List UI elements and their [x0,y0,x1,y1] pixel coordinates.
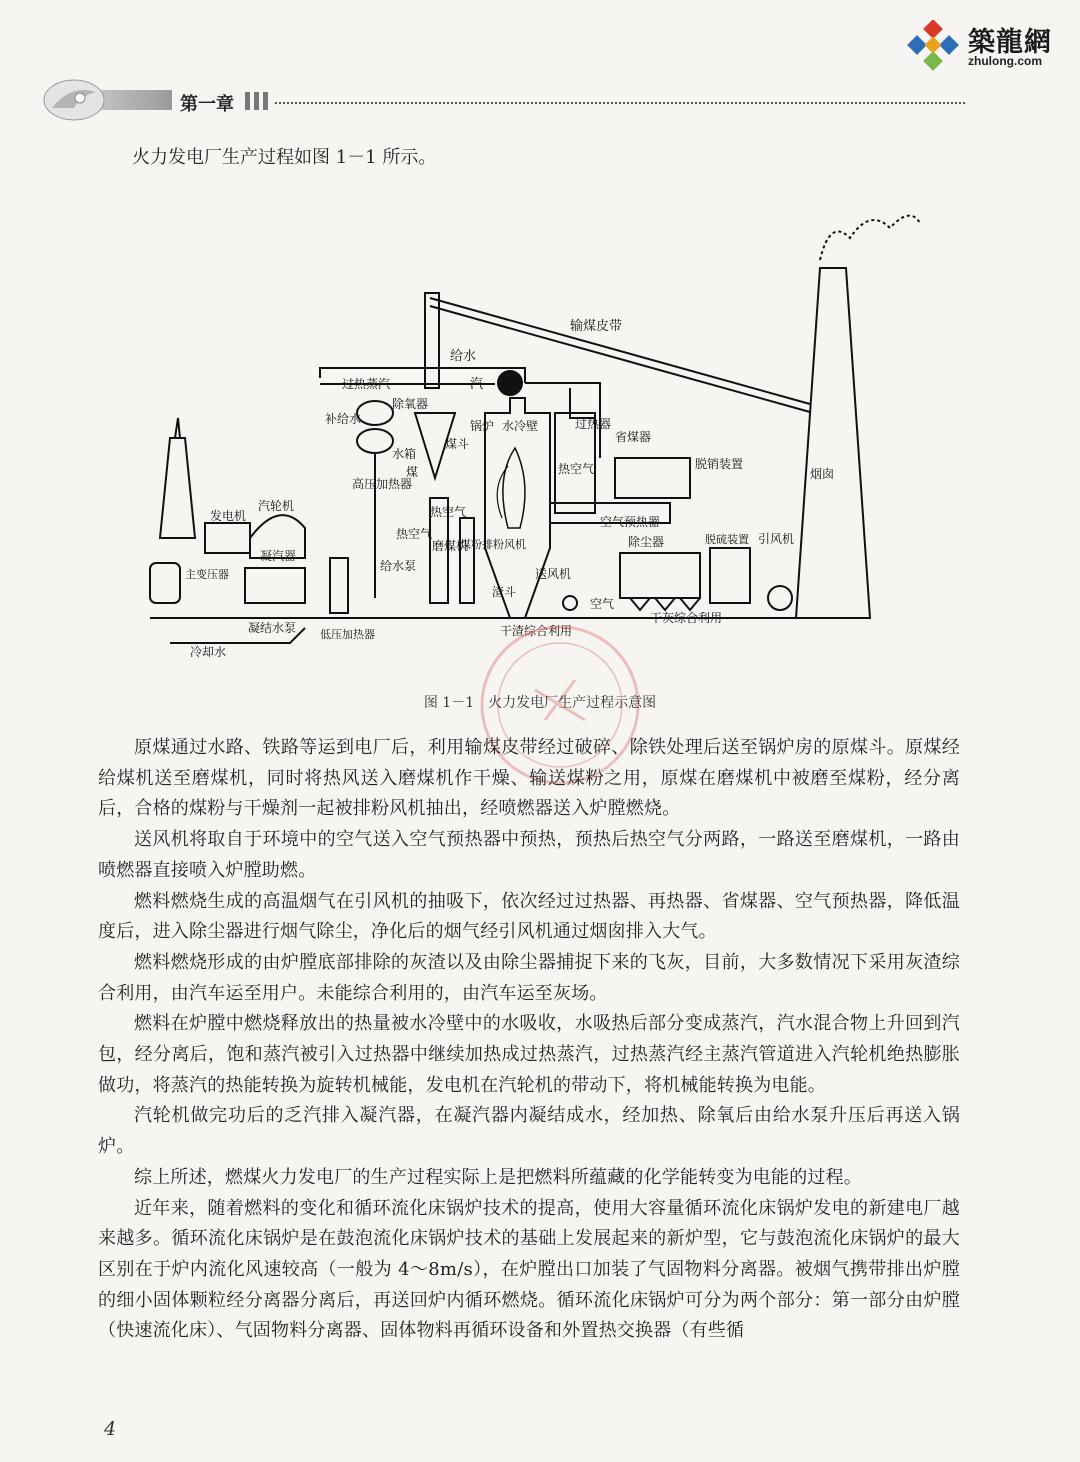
label-boiler: 锅炉 [470,419,495,433]
label-generator: 发电机 [210,509,247,523]
label-steam: 汽 [470,377,484,392]
label-desulf: 脱硫装置 [705,533,749,546]
label-main-transformer: 主变压器 [185,568,229,581]
logo-diamond-icon [906,20,962,76]
chimney-shape [796,268,870,618]
exhauster-shape [460,518,474,603]
conveyor-belt-line [430,298,810,404]
logo-english: zhulong.com [968,54,1042,68]
paragraph: 原煤通过水路、铁路等运到电厂后，利用输煤皮带经过破碎、除铁处理后送至锅炉房的原煤斗。原煤经给煤机送至磨煤机，同时将热风送入磨煤机作干燥、输送煤粉之用，原煤在磨煤机中被磨至煤粉，经分离后，合格的煤粉与干燥剂一起被排粉风机抽出，经喷燃器送入炉膛燃烧。 [98,737,960,820]
denox-unit-shape [615,458,690,498]
label-chimney: 烟囱 [810,467,835,481]
chapter-header [40,78,965,122]
body-text [98,733,960,1347]
transformer-shape [150,563,180,603]
label-feedwater: 给水 [450,349,477,364]
label-condenser: 凝汽器 [260,549,297,563]
page-number: 4 [104,1418,117,1440]
label-lp-heater: 低压加热器 [320,628,375,641]
label-mill: 磨煤机 [432,539,469,553]
intro-sentence: 火力发电厂生产过程如图 1－1 所示。 [132,147,437,168]
label-coal-hopper: 煤斗 [445,437,470,451]
label-makeup-water: 补给水 [325,412,362,426]
label-belt: 输煤皮带 [570,319,623,334]
label-id-fan: 引风机 [758,532,795,546]
paragraph: 燃料燃烧生成的高温烟气在引风机的抽吸下，依次经过过热器、再热器、省煤器、空气预热器，降低温度后，进入除尘器进行烟气除尘，净化后的烟气经引风机通过烟囱排入大气。 [98,890,960,943]
water-tank-shape [357,429,393,453]
label-slag-hopper: 渣斗 [492,585,517,599]
paragraph: 送风机将取自于环境中的空气送入空气预热器中预热，预热后热空气分两路，一路送至磨煤机，一路由喷燃器直接喷入炉膛助燃。 [98,829,960,881]
label-hot-air-3: 热空气 [558,462,595,476]
logo-chinese: 築龍網 [968,27,1052,58]
esp-shape [620,553,700,598]
label-superheater: 过热器 [575,417,612,431]
lp-heater-shape [330,558,348,613]
label-coal: 煤 [406,465,419,479]
label-hp-heater: 高压加热器 [352,477,413,491]
steam-drum-shape [498,371,522,395]
deaerator-shape [357,401,393,425]
power-plant-diagram [130,198,950,668]
paragraph: 综上所述，燃煤火力发电厂的生产过程实际上是把燃料所蕴藏的化学能转变为电能的过程。 [134,1166,862,1188]
condenser-shape [245,568,305,603]
label-air: 空气 [590,597,615,611]
label-feed-pump: 给水泵 [380,559,417,573]
label-air-preheater: 空气预热器 [600,515,661,529]
smoke-shape [820,216,920,260]
transmission-tower-shape [160,418,195,538]
label-hot-air-2: 热空气 [396,527,433,541]
label-condensate-pump: 凝结水泵 [248,621,297,635]
label-deaerator: 除氧器 [392,397,429,411]
label-water-tank: 水箱 [392,447,417,461]
label-superheated-steam: 过热蒸汽 [342,377,391,391]
label-esp: 除尘器 [628,535,665,549]
figure-caption: 图 1－1 火力发电厂生产过程示意图 [423,695,657,711]
label-denox: 脱销装置 [695,457,744,471]
label-economizer: 省煤器 [615,430,652,444]
paragraph: 近年来，随着燃料的变化和循环流化床锅炉技术的提高，使用大容量循环流化床锅炉发电的新建电厂越来越多。循环流化床锅炉是在鼓泡流化床锅炉技术的基础上发展起来的新炉型，它与鼓泡流化床锅炉的最大区别在于炉内流化风速较高（一般为 4～8m/s），在炉膛出口加装了气固物料分离器。被烟气携带排出炉膛的细小固体颗粒经分离器分离后，再送回炉内循环燃烧。循环流化床锅炉可分为两个部分：第一部分由炉膛（快速流化床）、气固物料分离器、固体物料再循环设备和外置热交换器（有些循 [98,1197,960,1342]
zhulong-logo [906,14,1066,70]
label-dry-ash: 干灰综合利用 [650,611,723,625]
label-fd-fan: 送风机 [535,567,572,581]
esp-hoppers-shape [630,598,700,610]
label-exhauster: 煤粉排粉风机 [460,538,526,551]
label-dry-slag: 干渣综合利用 [500,624,573,638]
fd-fan-shape [563,596,577,610]
flame-shape [503,448,525,528]
generator-shape [205,523,250,553]
paragraph: 燃料燃烧形成的由炉膛底部排除的灰渣以及由除尘器捕捉下来的飞灰，目前，大多数情况下采用灰渣综合利用，由汽车运至用户。未能综合利用的，由汽车运至灰场。 [98,951,960,1004]
label-turbine: 汽轮机 [258,499,295,513]
paragraph: 燃料在炉膛中燃烧释放出的热量被水冷壁中的水吸收，水吸热后部分变成蒸汽，汽水混合物上升回到汽包，经分离后，饱和蒸汽被引入过热器中继续加热成过热蒸汽，过热蒸汽经主蒸汽管道进入汽轮机绝热膨胀做功，将蒸汽的热能转换为旋转机械能，发电机在汽轮机的带动下，将机械能转换为电能。 [98,1013,960,1096]
chapter-title: 第一章 [180,94,234,115]
label-cooling-water: 冷却水 [190,645,227,659]
id-fan-shape [768,586,792,610]
label-waterwall: 水冷壁 [502,419,539,433]
chapter-emblem-icon [40,78,180,122]
chapter-bars-icon [245,92,271,110]
label-hot-air-1: 热空气 [430,505,467,519]
desulf-shape [710,548,750,603]
paragraph: 汽轮机做完功后的乏汽排入凝汽器，在凝汽器内凝结成水，经加热、除氧后由给水泵升压后再送入锅炉。 [98,1105,960,1158]
header-dotted-rule [275,102,965,104]
